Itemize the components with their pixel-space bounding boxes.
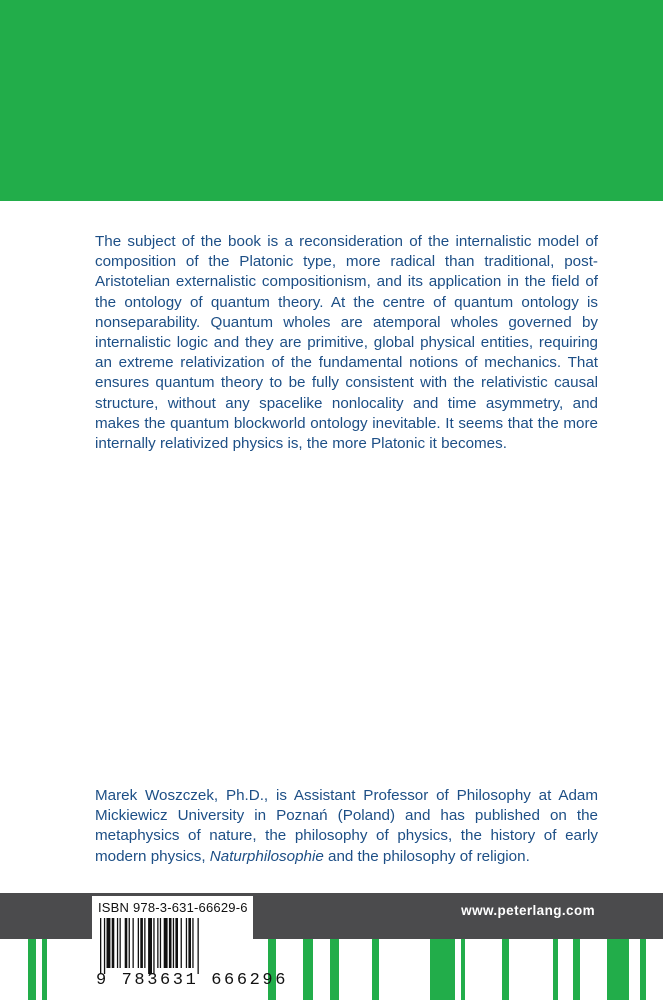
barcode-bar (160, 918, 161, 968)
book-description: The subject of the book is a reconsideration of the internalistic model of composition of the Platonic type, more radical than traditional, post-Aristotelian externalistic compositionism, and its application in the field of the ontology of quantum theory. At the centre of quantum ontology is nonseparability. Quantum wholes are atemporal wholes governed by internalistic logic and they are primitive, global physical entities, requiring an extreme relativization of the fundamental notions of mechanics. That ensures quantum theory to be fully consistent with the relativistic causal structure, without any spacelike nonlocality and time asymmetry, and makes the quantum blockworld ontology inevitable. It seems that the more internally relativized physics is, the more Platonic it becomes. (95, 233, 598, 453)
barcode-bar (140, 918, 143, 968)
green-stripe (42, 939, 47, 1000)
barcode-bar (112, 918, 115, 968)
barcode-bar (153, 918, 154, 974)
barcode-bar (120, 918, 121, 968)
barcode-bar (129, 918, 130, 968)
author-bio-text: Marek Woszczek, Ph.D., is Assistant Professor of Philosophy at Adam Mickiewicz University in Poznań (Poland) and has published on the metaphysics of nature, the philosophy of physics, the history of early modern physics, (95, 787, 598, 865)
barcode-bar (181, 918, 182, 968)
isbn-label: ISBN 978-3-631-66629-6 (98, 900, 248, 915)
barcode-bar (198, 918, 199, 974)
barcode-bar (148, 918, 152, 974)
barcode-bar (186, 918, 187, 968)
green-stripe (28, 939, 36, 1000)
barcode-bar (104, 918, 105, 974)
barcode-bar (169, 918, 172, 968)
green-stripe (330, 939, 339, 1000)
barcode-bar (125, 918, 128, 968)
green-stripe (430, 939, 455, 1000)
barcode-bar (188, 918, 191, 968)
barcode-bar (157, 918, 158, 968)
barcode-bar (144, 918, 145, 968)
green-stripe (461, 939, 465, 1000)
footer-band (0, 893, 663, 1000)
green-stripe (268, 939, 276, 1000)
barcode-bar (133, 918, 134, 968)
author-bio (95, 786, 598, 867)
barcode-bar (138, 918, 139, 968)
barcode-bar (107, 918, 111, 968)
green-stripe (607, 939, 629, 1000)
barcode-bar (173, 918, 174, 968)
barcode-icon (98, 918, 248, 974)
green-stripe (640, 939, 646, 1000)
barcode-bar (100, 918, 101, 974)
barcode-bar (164, 918, 168, 968)
barcode-panel (92, 896, 289, 993)
green-stripe (573, 939, 580, 1000)
author-bio-text-end: and the philosophy of religion. (323, 847, 530, 865)
barcode-bar (117, 918, 118, 968)
green-stripe (372, 939, 379, 1000)
green-stripe (553, 939, 558, 1000)
publisher-url[interactable]: www.peterlang.com (461, 903, 595, 918)
barcode-bar (175, 918, 178, 968)
ean-digits: 9 783631 666296 (96, 971, 289, 990)
green-stripe (502, 939, 509, 1000)
green-stripe (303, 939, 313, 1000)
top-green-band (0, 0, 663, 201)
barcode-bar (192, 918, 193, 968)
author-bio-italic: Naturphilosophie (209, 847, 324, 865)
